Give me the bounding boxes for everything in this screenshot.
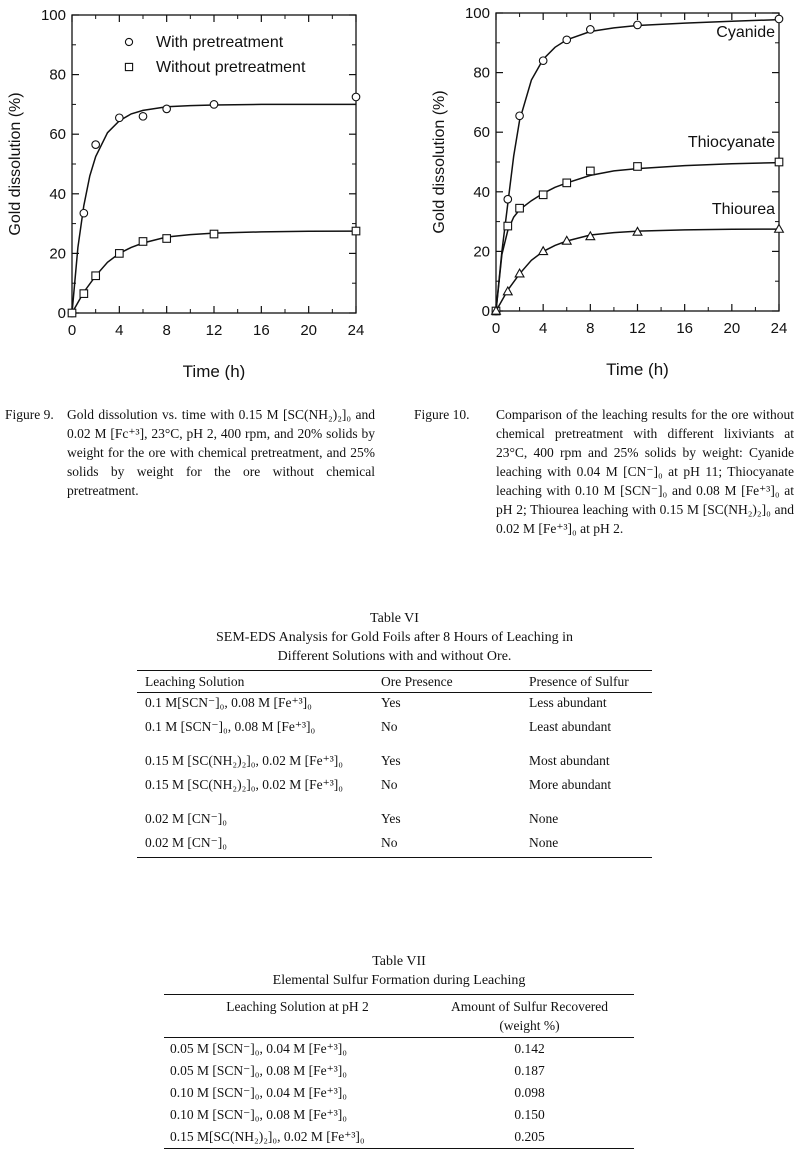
x-tick-label: 24	[770, 320, 788, 337]
table-row	[137, 775, 652, 799]
table-cell: 0.15 M[SC(NH₂)₂]₀, 0.02 M [Fe⁺³]₀	[170, 1129, 365, 1144]
y-tick-label: 0	[481, 303, 490, 320]
table-cell: 0.15 M [SC(NH₂)₂]₀, 0.02 M [Fe⁺³]₀	[145, 753, 343, 768]
x-tick-label: 4	[115, 322, 124, 339]
table-cell: 0.15 M [SC(NH₂)₂]₀, 0.02 M [Fe⁺³]₀	[145, 777, 343, 792]
y-tick-label: 80	[49, 66, 66, 84]
x-tick-label: 24	[347, 322, 365, 339]
data-point-square	[116, 250, 124, 258]
y-tick-label: 60	[49, 126, 66, 144]
table-header-cell: Presence of Sulfur	[529, 671, 652, 693]
x-axis-label: Time (h)	[606, 360, 669, 379]
y-tick-label: 20	[49, 245, 66, 263]
table-row	[164, 1082, 634, 1104]
data-point-circle	[563, 36, 571, 44]
x-tick-label: 4	[538, 320, 548, 337]
table-row	[164, 1038, 634, 1061]
data-point-circle	[125, 38, 132, 45]
data-point-square	[587, 167, 595, 175]
series-line-square	[496, 163, 779, 311]
table-row	[164, 1104, 634, 1126]
table-cell: Most abundant	[529, 753, 610, 768]
series-label: Thiourea	[711, 201, 775, 219]
table-cell: Yes	[381, 695, 401, 710]
x-tick-label: 20	[723, 320, 741, 337]
data-point-square	[125, 63, 132, 70]
table-7-number: Table VII	[372, 954, 426, 969]
table-cell: More abundant	[529, 777, 612, 792]
x-tick-label: 0	[491, 320, 501, 337]
y-tick-label: 100	[464, 5, 490, 22]
y-tick-label: 60	[473, 124, 490, 142]
table-cell: 0.1 M[SCN⁻]₀, 0.08 M [Fe⁺³]₀	[145, 695, 312, 710]
table-7	[164, 994, 634, 1149]
series-line-square	[72, 231, 356, 313]
x-tick-label: 20	[300, 322, 318, 339]
table-row	[164, 1126, 634, 1149]
figure-10-caption	[414, 405, 794, 565]
table-cell: 0.02 M [CN⁻]₀	[145, 811, 227, 826]
data-point-circle	[587, 26, 595, 34]
table-header-cell: Leaching Solution	[137, 671, 381, 693]
data-point-circle	[539, 57, 547, 65]
figure-9-label: Figure 9.	[5, 407, 54, 422]
table-cell: 0.05 M [SCN⁻]₀, 0.08 M [Fe⁺³]₀	[170, 1063, 347, 1078]
table-6	[137, 670, 652, 858]
table-cell: 0.142	[514, 1041, 545, 1056]
table-header-line: (weight %)	[499, 1018, 560, 1033]
table-6-title-line2: Different Solutions with and without Ore.	[277, 649, 512, 664]
table-cell: 0.10 M [SCN⁻]₀, 0.04 M [Fe⁺³]₀	[170, 1085, 347, 1100]
legend-label: With pretreatment	[156, 34, 284, 51]
figure-9-caption	[5, 405, 375, 515]
plot-frame	[496, 13, 779, 311]
y-axis-label: Gold dissolution (%)	[7, 92, 24, 236]
table-7-title	[164, 952, 634, 990]
data-point-circle	[504, 195, 512, 203]
table-row	[137, 693, 652, 718]
y-tick-label: 40	[473, 183, 490, 201]
y-tick-label: 20	[473, 243, 490, 261]
table-6-number: Table VI	[370, 611, 419, 626]
table-row	[137, 717, 652, 741]
data-point-square	[163, 235, 171, 243]
x-tick-label: 8	[586, 320, 595, 337]
data-point-square	[563, 179, 571, 187]
table-header-row	[164, 995, 634, 1038]
table-header-line: Amount of Sulfur Recovered	[450, 999, 609, 1014]
table-cell: No	[381, 719, 398, 734]
data-point-square	[539, 191, 547, 199]
table-header-cell	[425, 995, 634, 1038]
table-cell: Yes	[381, 753, 401, 768]
x-tick-label: 16	[252, 322, 270, 339]
data-point-circle	[163, 105, 171, 113]
table-7-title-text: Elemental Sulfur Formation during Leaching	[272, 973, 526, 988]
y-tick-label: 40	[49, 185, 66, 203]
data-point-square	[139, 238, 147, 246]
figure-10-label: Figure 10.	[414, 407, 470, 422]
data-point-triangle	[775, 224, 784, 232]
table-6-title-line1: SEM-EDS Analysis for Gold Foils after 8 Hours of Leaching in	[216, 630, 573, 645]
data-point-circle	[775, 15, 783, 23]
data-point-square	[92, 272, 100, 280]
table-cell: None	[529, 835, 559, 850]
table-header-row	[137, 671, 652, 693]
data-point-circle	[92, 141, 100, 149]
table-row	[137, 833, 652, 858]
data-point-circle	[139, 113, 147, 121]
data-point-triangle	[539, 247, 548, 255]
x-tick-label: 12	[629, 320, 646, 337]
y-axis-label: Gold dissolution (%)	[431, 90, 448, 234]
x-tick-label: 16	[676, 320, 694, 337]
table-row	[164, 1060, 634, 1082]
table-cell: 0.10 M [SCN⁻]₀, 0.08 M [Fe⁺³]₀	[170, 1107, 347, 1122]
data-point-square	[210, 230, 218, 238]
series-line-circle	[72, 104, 356, 313]
table-header-cell: Ore Presence	[381, 671, 529, 693]
data-point-square	[516, 204, 524, 212]
table-cell: Less abundant	[529, 695, 607, 710]
table-cell: 0.205	[514, 1129, 545, 1144]
table-cell: 0.1 M [SCN⁻]₀, 0.08 M [Fe⁺³]₀	[145, 719, 316, 734]
legend-label: Without pretreatment	[156, 59, 306, 76]
table-cell: 0.150	[514, 1107, 545, 1122]
table-row	[137, 751, 652, 775]
table-spacer-row	[137, 741, 652, 751]
table-cell: 0.098	[514, 1085, 545, 1100]
series-line-triangle	[496, 229, 779, 311]
table-spacer-row	[137, 799, 652, 809]
data-point-square	[80, 290, 88, 298]
x-tick-label: 8	[162, 322, 171, 339]
table-cell: None	[529, 811, 559, 826]
table-cell: 0.02 M [CN⁻]₀	[145, 835, 227, 850]
figure-10-chart	[420, 0, 800, 380]
table-cell: No	[381, 835, 398, 850]
y-tick-label: 0	[57, 305, 66, 322]
figure-9-caption-text: Gold dissolution vs. time with 0.15 M [SC(NH₂)₂]₀ and 0.02 M [Fc⁺³], 23°C, pH 2, 400 rpm, and 20% solids by weight for the ore with chemical pretreatment, and 25% solids by weight for the ore without chemical pretreatment.	[67, 407, 375, 498]
table-cell: Least abundant	[529, 719, 612, 734]
x-tick-label: 12	[205, 322, 223, 339]
x-axis-label: Time (h)	[182, 362, 246, 380]
table-cell: Yes	[381, 811, 401, 826]
data-point-square	[352, 227, 360, 235]
data-point-square	[775, 158, 783, 166]
data-point-circle	[210, 101, 218, 109]
table-6-title	[137, 609, 652, 666]
table-cell: 0.187	[514, 1063, 545, 1078]
table-header-cell: Leaching Solution at pH 2	[226, 999, 369, 1014]
data-point-circle	[352, 93, 360, 101]
series-label: Thiocyanate	[687, 134, 775, 152]
data-point-triangle	[503, 287, 512, 295]
series-label: Cyanide	[716, 23, 775, 41]
table-cell: No	[381, 777, 398, 792]
data-point-circle	[116, 114, 124, 122]
y-tick-label: 80	[473, 64, 490, 82]
figure-10-caption-text: Comparison of the leaching results for the ore without chemical pretreatment with different lixiviants at 23°C, 400 rpm and 25% solids by weight: Cyanide leaching with 0.04 M [CN⁻]₀ at pH 11; Thiocyanate leaching with 0.10 M [SCN⁻]₀ and 0.08 M [Fe⁺³]₀ at pH 2; Thiourea leaching with 0.15 M [SC(NH₂)₂]₀ and 0.02 M [Fe⁺³]₀ at pH 2.	[496, 407, 794, 536]
x-tick-label: 0	[67, 322, 77, 339]
table-row	[137, 809, 652, 833]
data-point-circle	[634, 21, 642, 29]
table-cell: 0.05 M [SCN⁻]₀, 0.04 M [Fe⁺³]₀	[170, 1041, 347, 1056]
figure-9-chart	[0, 0, 400, 380]
data-point-square	[634, 163, 642, 171]
data-point-square	[68, 309, 76, 317]
data-point-circle	[80, 209, 88, 217]
data-point-square	[504, 222, 512, 230]
data-point-circle	[516, 112, 524, 120]
y-tick-label: 100	[40, 7, 66, 24]
